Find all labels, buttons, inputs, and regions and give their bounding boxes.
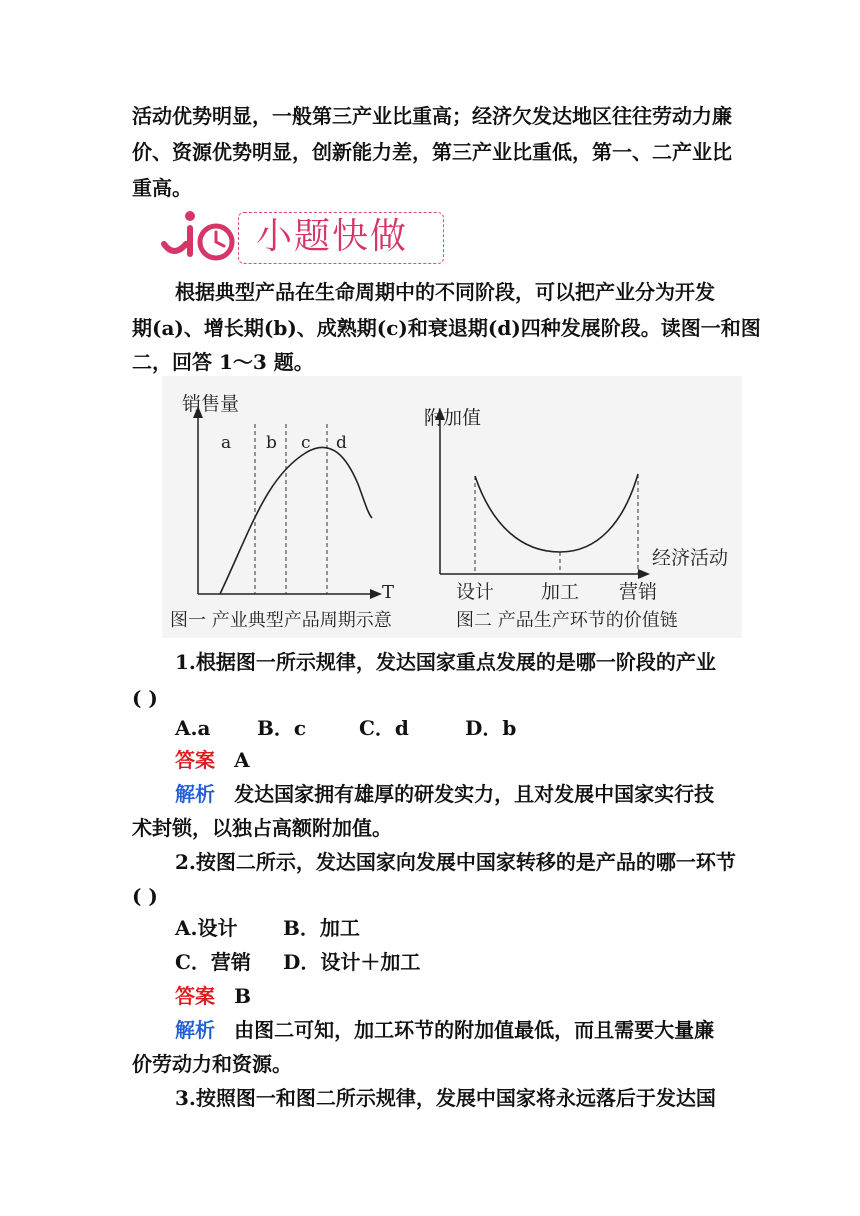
fig2-caption: 图二 产品生产环节的价值链 [456,610,678,631]
q3-stem-line-1: 3.按照图一和图二所示规律，发展中国家将永远落后于发达国 [175,1086,716,1110]
q1-analysis-line-2: 术封锁，以独占高额附加值。 [132,816,392,840]
fig2-xlabel: 经济活动 [652,547,729,569]
q2-stem-line-2: ( ) [132,884,158,908]
q1-option-a: A.a [175,716,211,740]
q2-answer: B [234,984,251,1008]
q1-analysis-line-1: 发达国家拥有雄厚的研发实力，且对发展中国家实行技 [234,782,715,806]
q2-analysis-row [175,1018,860,1042]
q2-option-a: A.设计 [175,916,238,940]
q1-answer-label: 答案 [175,748,215,772]
q2-stem-line-1: 2.按图二所示，发达国家向发展中国家转移的是产品的哪一环节 [175,850,736,874]
q2-answer-row [175,984,860,1008]
intro-line-2: 价、资源优势明显，创新能力差，第三产业比重低，第一、二产业比 [132,140,732,164]
intro-line-1: 活动优势明显，一般第三产业比重高；经济欠发达地区往往劳动力廉 [132,104,732,128]
fig1-stage-d: d [336,433,347,453]
q2-analysis-line-2: 价劳动力和资源。 [132,1052,292,1076]
q1-stem-line-2: ( ) [132,686,158,710]
q2-option-b: B．加工 [283,916,360,940]
q2-analysis-label: 解析 [175,1018,215,1042]
q1-answer: A [234,748,250,772]
banner-title: 小题快做 [256,216,409,257]
q2-answer-label: 答案 [175,984,215,1008]
q1-answer-row [175,748,860,772]
q1-stem-line-1: 1.根据图一所示规律，发达国家重点发展的是哪一阶段的产业 [175,650,716,674]
q2-options-row-2 [175,950,860,974]
q1-option-b: B．c [257,716,307,740]
fig2-tick-marketing: 营销 [618,581,658,603]
q1-options [175,716,860,740]
prompt-line-1: 根据典型产品在生命周期中的不同阶段，可以把产业分为开发 [175,280,715,304]
figures-panel [162,376,742,638]
q2-options-row-1 [175,916,860,940]
q1-option-c: C．d [359,716,409,740]
quick-answer-logo-icon [160,204,240,272]
fig1-caption: 图一 产业典型产品周期示意 [170,610,392,631]
q2-option-c: C．营销 [175,950,251,974]
fig2-tick-processing: 加工 [540,581,580,603]
fig1-ylabel: 销售量 [182,393,240,415]
fig2-tick-design: 设计 [455,581,495,603]
q2-option-d: D．设计＋加工 [283,950,421,974]
q1-option-d: D．b [465,716,517,740]
q2-analysis-line-1: 由图二可知，加工环节的附加值最低，而且需要大量廉 [234,1018,715,1042]
fig1-stage-c: c [301,433,311,453]
fig1-stage-b: b [266,433,277,453]
q1-analysis-label: 解析 [175,782,215,806]
section-banner [160,204,450,272]
q1-analysis-row [175,782,860,806]
intro-line-3: 重高。 [132,176,192,200]
fig1-stage-a: a [221,433,232,453]
fig1-xlabel: T [382,582,395,603]
fig2-ylabel: 附加值 [424,407,482,429]
prompt-line-2: 期(a)、增长期(b)、成熟期(c)和衰退期(d)四种发展阶段。读图一和图 [132,316,761,340]
prompt-line-3: 二，回答 1～3 题。 [132,350,314,374]
